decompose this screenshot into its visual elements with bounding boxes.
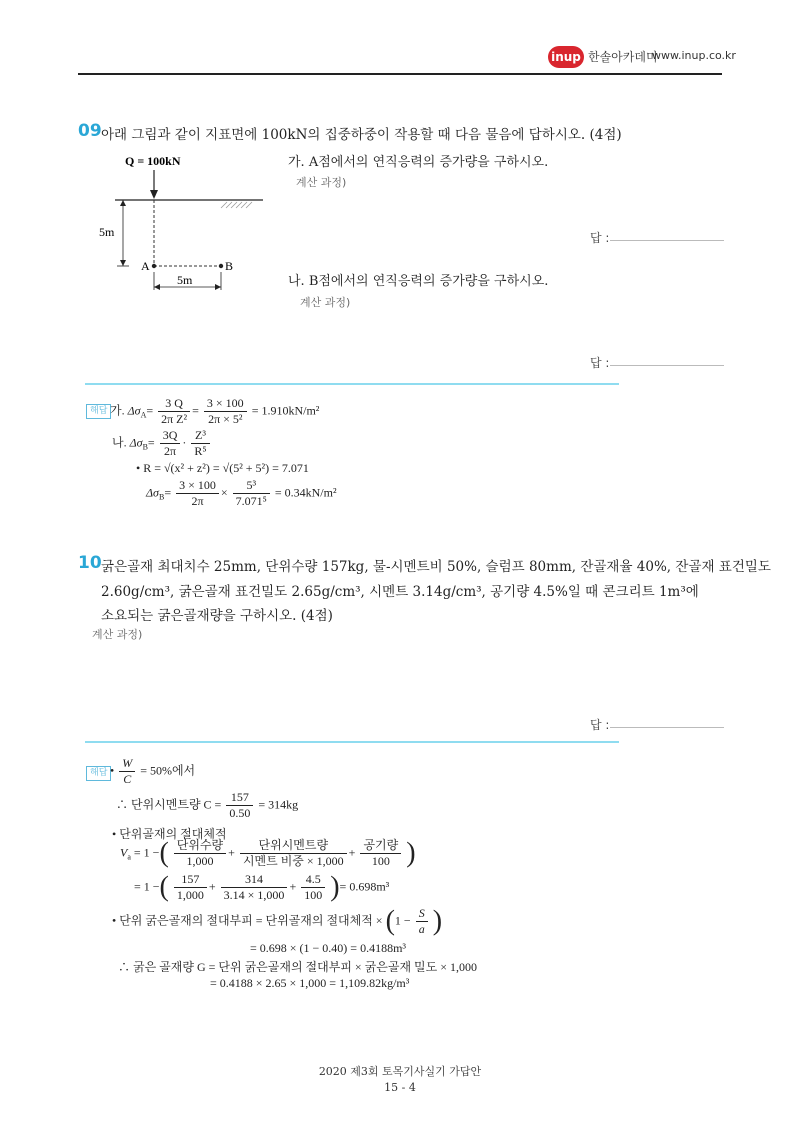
solution-10-cement: ∴ 단위시멘트량 C = $\frac{157}{0.50}$ = 314kg — [116, 790, 299, 820]
answer-line-9b[interactable] — [610, 365, 724, 366]
solution-10-wc: • $\frac{W}{C}$ = 50%에서 — [110, 756, 196, 786]
footer-title: 2020 제3회 토목기사실기 가답안 — [318, 1065, 482, 1078]
solution-9b: 나. $\Delta\sigma_B=$ $\frac{3Q}{2\pi}$ · $\frac{\text{Z³}}{\text{R⁵}}$ — [112, 428, 212, 459]
width-label: 5m — [177, 273, 193, 287]
answer-label-9b: 답 : — [590, 356, 610, 370]
solution-badge-10: 해답 — [86, 766, 111, 781]
point-b-label: B — [225, 259, 234, 273]
point-load-diagram — [95, 150, 285, 295]
answer-line-10[interactable] — [610, 727, 724, 728]
solution-9a: 가. $\Delta\sigma_A=$ $\frac{3 Q}{\text{2π Z²}}$ = $\frac{3 \times 100}{\text{2π × 5²}}$ = 1.910kN/m² — [110, 396, 320, 426]
calc-label-10: 계산 과정) — [92, 628, 143, 641]
solution-10-final-1: ∴ 굵은 골재량 G = 단위 굵은골재의 절대부피 × 굵은골재 밀도 × 1,000 — [118, 960, 477, 974]
solution-9-r: • R = √(x² + z²) = √(5² + 5²) = 7.071 — [136, 461, 309, 475]
point-a-marker — [152, 264, 156, 268]
question-10-line1: 굵은골재 최대치수 25mm, 단위수량 157kg, 물-시멘트비 50%, 슬럼프 80mm, 잔골재율 40%, 잔골재 표건밀도 — [101, 559, 771, 575]
calc-label-9b: 계산 과정) — [300, 296, 351, 309]
calc-label-9a: 계산 과정) — [296, 176, 347, 189]
point-b-marker — [219, 264, 223, 268]
load-arrow-head — [150, 190, 158, 199]
question-10-line2: 2.60g/cm³, 굵은골재 표건밀도 2.65g/cm³, 시멘트 3.14g/cm³, 공기량 4.5%일 때 콘크리트 1m³에 — [101, 584, 699, 600]
solution-separator-10 — [85, 741, 619, 743]
brand-url[interactable]: www.inup.co.kr — [652, 49, 736, 62]
question-9a: 가. A점에서의 연직응력의 증가량을 구하시오. — [288, 155, 549, 170]
solution-badge-9: 해답 — [86, 404, 111, 419]
brand-name: 한솔아카데미 — [588, 50, 658, 64]
header-rule — [78, 73, 722, 75]
inup-logo: inup — [548, 46, 584, 68]
solution-separator-9 — [85, 383, 619, 385]
solution-10-final-2: = 0.4188 × 2.65 × 1,000 = 1,109.82kg/m³ — [210, 976, 410, 990]
question-10-number: 10 — [78, 553, 102, 573]
answer-label-9a: 답 : — [590, 231, 610, 245]
ground-hatch — [221, 202, 252, 208]
depth-label: 5m — [99, 225, 115, 239]
solution-9b-result: $\Delta\sigma_B=$ $\frac{3 \times 100}{2\pi}$ × $\frac{\text{5³}}{\text{7.071⁵}}$ = 0.34kN/m² — [146, 478, 337, 508]
solution-10-coarse-title: • 단위 굵은골재의 절대부피 = 단위골재의 절대체적 × (1 − $\frac{S}{a}$ ) — [112, 905, 443, 937]
answer-label-10: 답 : — [590, 718, 610, 732]
load-label: Q = 100kN — [125, 154, 181, 168]
question-9-number: 09 — [78, 121, 102, 141]
solution-10-abs-title: • 단위골재의 절대체적 — [112, 827, 227, 841]
answer-line-9a[interactable] — [610, 240, 724, 241]
footer-page-number: 15 - 4 — [384, 1081, 416, 1094]
question-9b: 나. B점에서의 연직응력의 증가량을 구하시오. — [288, 274, 549, 289]
question-10-line3: 소요되는 굵은골재량을 구하시오. (4점) — [101, 608, 333, 624]
solution-10-va-values: = 1 −( $\frac{157}{1,000}$ + $\frac{314}{3.14 \times 1,000}$ + $\frac{4.5}{100}$ )= 0.698m³ — [134, 871, 390, 903]
question-9-text: 아래 그림과 같이 지표면에 100kN의 집중하중이 작용할 때 다음 물음에 답하시오. (4점) — [101, 127, 622, 143]
solution-10-va: $V_a = 1$ −( $\frac{\text{단위수량}}{1,000}$ + $\frac{\text{단위시멘트량}}{\text{시멘트 비중 × 1,000}}$ + $\frac{\text{공기량}}{100}$ ) — [120, 837, 416, 869]
point-a-label: A — [141, 259, 150, 273]
solution-10-coarse-result: = 0.698 × (1 − 0.40) = 0.4188m³ — [250, 941, 406, 955]
